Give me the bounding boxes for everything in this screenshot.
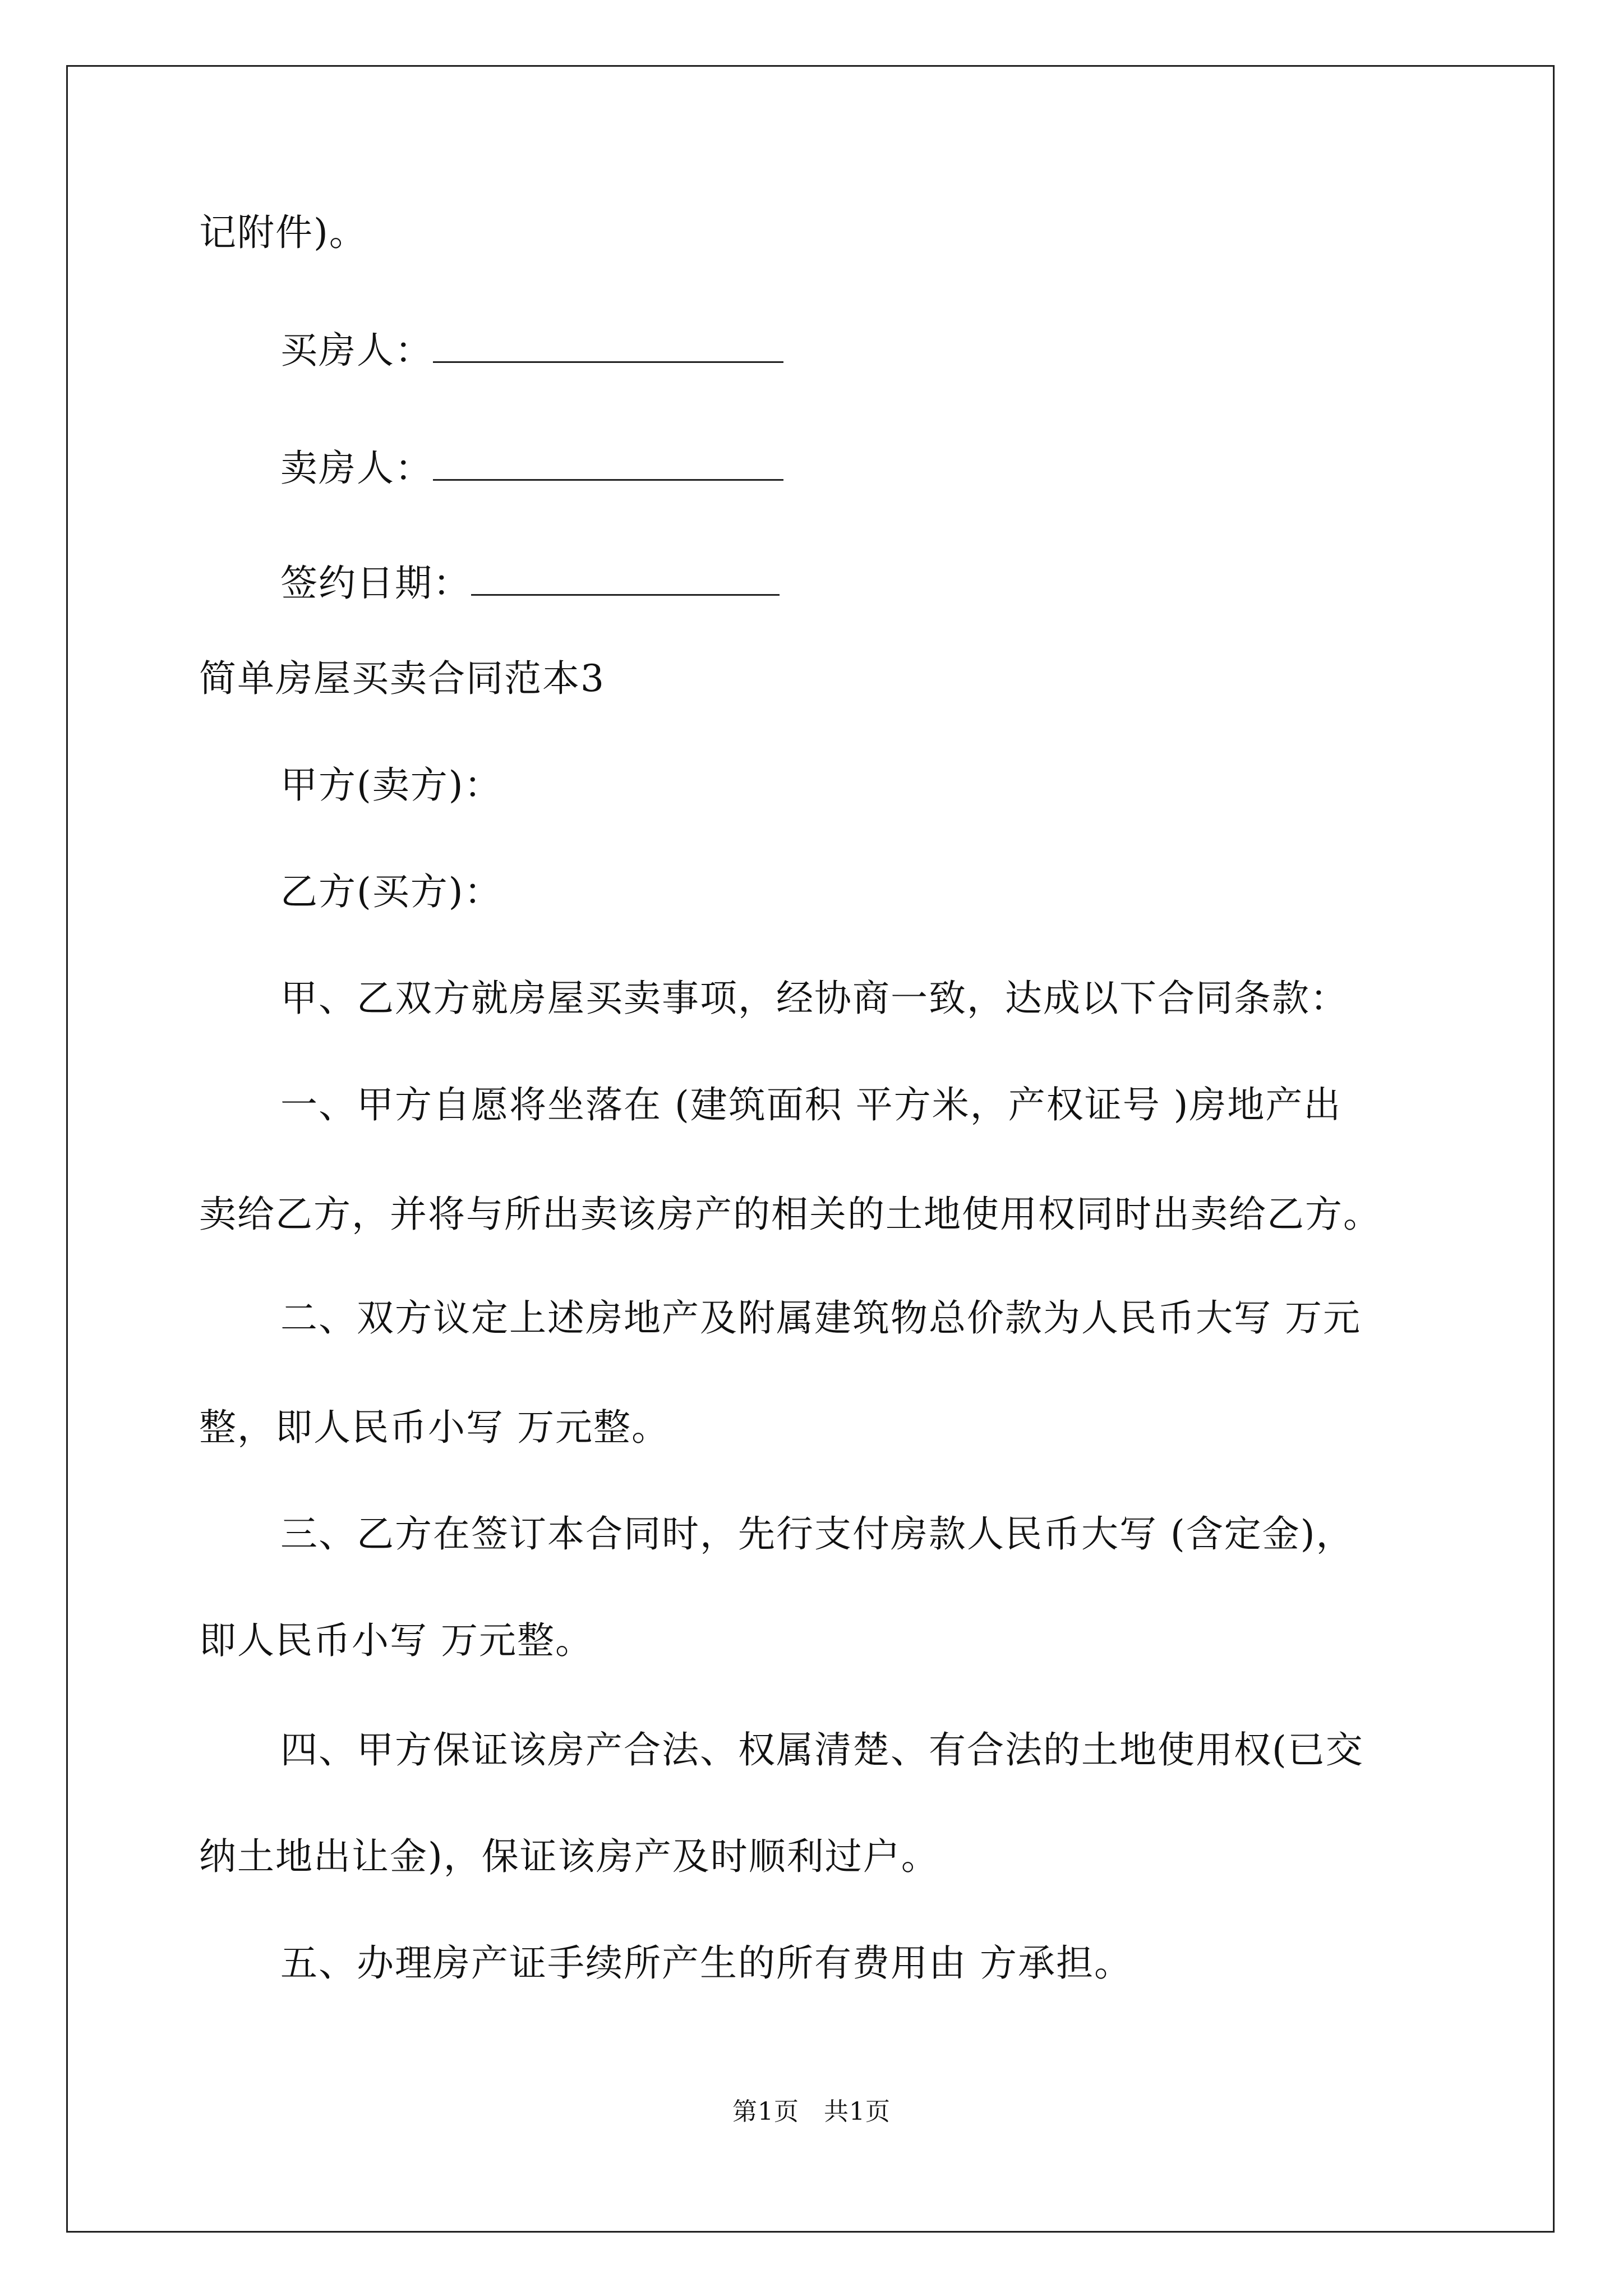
page-footer: [0, 2095, 1623, 2129]
page-number: 第1页: [732, 2097, 799, 2126]
clause-4-line-1: 四、甲方保证该房产合法、权属清楚、有合法的土地使用权(已交: [280, 1728, 1364, 1772]
sign-date-row: [280, 558, 780, 609]
clause-1-line-2: 卖给乙方，并将与所出卖该房产的相关的土地使用权同时出卖给乙方。: [199, 1193, 1381, 1236]
clause-2-line-2: 整，即人民币小写 万元整。: [199, 1406, 670, 1449]
seller-signature-row: [280, 443, 783, 494]
party-a-line: 甲方(卖方)：: [280, 763, 502, 807]
clause-4-line-2: 纳土地出让金)，保证该房产及时顺利过户。: [199, 1835, 939, 1878]
page-border: [66, 65, 1555, 2233]
agreement-intro-line: 甲、乙双方就房屋买卖事项，经协商一致，达成以下合同条款：: [280, 977, 1348, 1020]
buyer-signature-row: [280, 325, 783, 376]
sign-date-blank-field[interactable]: [471, 563, 780, 596]
page-total: 共1页: [824, 2097, 891, 2126]
clause-3-line-1: 三、乙方在签订本合同时，先行支付房款人民币大写 (含定金)，: [280, 1512, 1354, 1556]
buyer-label: 买房人：: [280, 329, 433, 372]
party-b-line: 乙方(买方)：: [280, 870, 502, 913]
seller-blank-field[interactable]: [433, 448, 783, 481]
clause-1-line-1: 一、甲方自愿将坐落在 (建筑面积 平方米，产权证号 )房地产出: [280, 1083, 1342, 1126]
clause-3-line-2: 即人民币小写 万元整。: [199, 1619, 593, 1662]
section-title: 简单房屋买卖合同范本3: [199, 657, 605, 700]
clause-2-line-1: 二、双方议定上述房地产及附属建筑物总价款为人民币大写 万元: [280, 1296, 1361, 1340]
sign-date-label: 签约日期：: [280, 562, 471, 605]
seller-label: 卖房人：: [280, 447, 433, 490]
clause-5-line-1: 五、办理房产证手续所产生的所有费用由 方承担。: [280, 1941, 1132, 1985]
text-line-continuation: 记附件)。: [199, 211, 367, 254]
buyer-blank-field[interactable]: [433, 330, 783, 363]
